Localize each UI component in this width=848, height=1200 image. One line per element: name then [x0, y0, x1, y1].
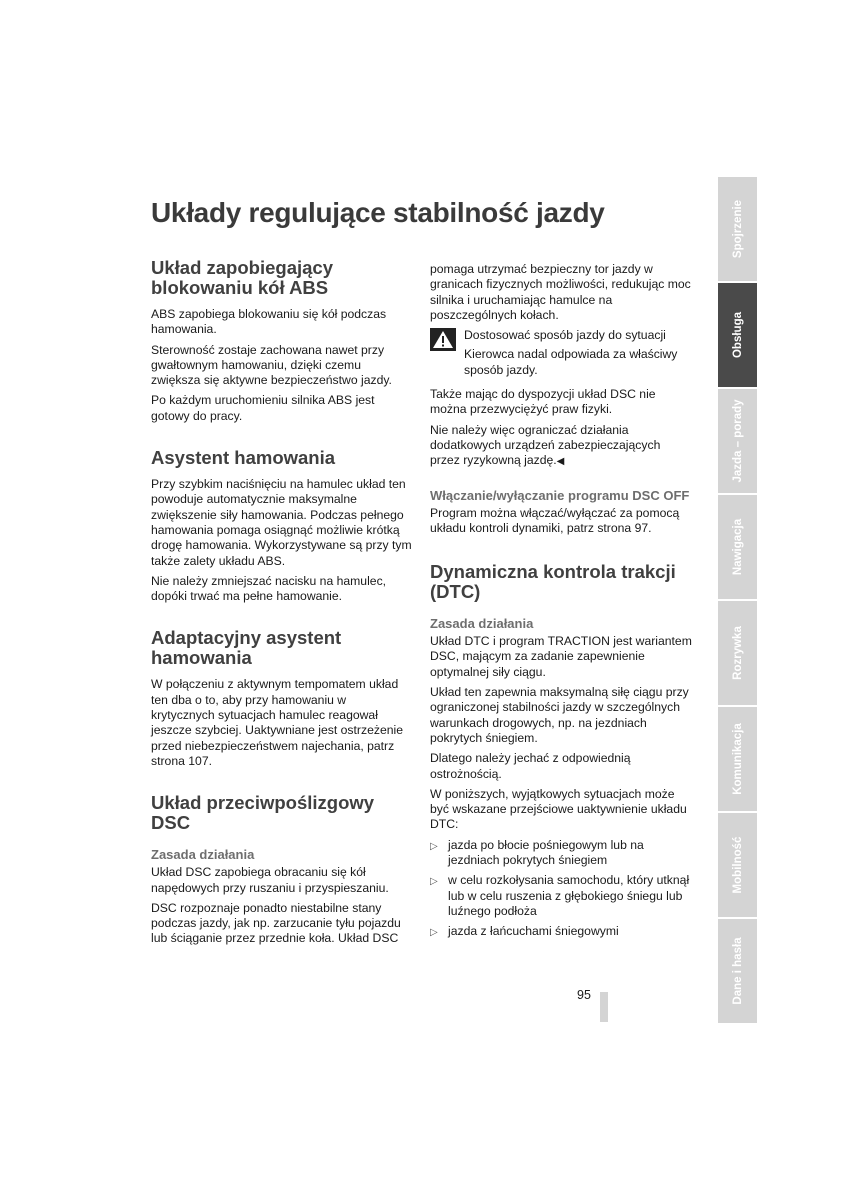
section-heading: Asystent hamowania: [151, 447, 336, 469]
page-title: Układy regulujące stabilność jazdy: [151, 197, 605, 228]
tab-komunikacja[interactable]: [718, 707, 757, 811]
tab-nawigacja[interactable]: [718, 495, 757, 599]
list-item-text: jazda po błocie pośniegowym lub na jezdniach pokrytych śniegiem: [448, 837, 644, 868]
page-number: 95: [577, 988, 591, 1002]
section-heading: Układ przeciwpoślizgowy DSC: [151, 792, 375, 834]
paragraph: Dlatego należy jechać z odpowiednią ostrożnością.: [430, 751, 631, 781]
warning-text: [464, 328, 692, 382]
tab-label: Komunikacja: [731, 723, 744, 795]
tab-label: Spojrzenie: [731, 199, 744, 259]
paragraph: pomaga utrzymać bezpieczny tor jazdy w granicach fizycznych możliwości, redukując moc silnika i uruchamiając hamulce na poszczególnych kołach.: [430, 262, 691, 322]
tab-spojrzenie[interactable]: [718, 177, 757, 281]
warning-line: Kierowca nadal odpowiada za właściwy sposób jazdy.: [464, 347, 678, 377]
section-heading: Dynamiczna kontrola trakcji (DTC): [430, 561, 676, 603]
bullet-triangle-icon: ▷: [430, 927, 438, 939]
left-column: [151, 258, 413, 952]
section-adaptive-brake-assist: [151, 628, 413, 769]
subsection-heading: Włączanie/wyłączanie programu DSC OFF: [430, 487, 690, 503]
bullet-triangle-icon: ▷: [430, 840, 438, 852]
paragraph: Układ ten zapewnia maksymalną siłę ciągu przy ograniczonej stabilności jazdy w szczególnych warunkach drogowych, np. na jezdniach pokrytych śniegiem.: [430, 685, 689, 745]
paragraph: DSC rozpoznaje ponadto niestabilne stany podczas jazdy, jak np. zarzucanie tyłu pojazdu lub ściąganie przez przednie koła. Układ DSC: [151, 900, 401, 946]
paragraph: Program można włączać/wyłączać za pomocą układu kontroli dynamiki, patrz strona 97.: [430, 505, 680, 535]
list-item: [430, 873, 692, 919]
bullet-triangle-icon: ▷: [430, 876, 438, 888]
tab-label: Rozrywka: [731, 626, 744, 680]
tab-label: Obsługa: [731, 311, 744, 359]
paragraph: W połączeniu z aktywnym tempomatem układ ten dba o to, aby przy hamowaniu w krytycznych sytuacjach hamulec reagował jeszcze szybciej. Uaktywniane jest ostrzeżenie przed niebezpieczeństwem najechania, patrz strona 107.: [151, 677, 403, 768]
paragraph-text: Nie należy więc ograniczać działania dodatkowych urządzeń zabezpieczających przez ryzykowną jazdę.: [430, 422, 661, 468]
section-heading: Układ zapobiegający blokowaniu kół ABS: [151, 257, 333, 298]
paragraph: Nie należy zmniejszać nacisku na hamulec, dopóki trwać ma pełne hamowanie.: [151, 573, 387, 604]
tab-label: Mobilność: [731, 836, 744, 894]
page-number-bar: [600, 992, 608, 1022]
tab-dane-i-hasla[interactable]: [718, 919, 757, 1023]
list-item: [430, 838, 692, 869]
section-dtc: [430, 562, 692, 940]
section-dsc-off: [430, 488, 692, 537]
tab-obsluga[interactable]: [718, 283, 757, 387]
paragraph: Układ DSC zapobiega obracaniu się kół napędowych przy ruszaniu i przyspieszaniu.: [151, 865, 389, 895]
tab-label: Dane i hasła: [731, 937, 744, 1005]
section-heading: Adaptacyjny asystent hamowania: [151, 627, 342, 669]
chapter-tabs: [718, 177, 757, 1025]
end-mark-icon: ◀: [556, 456, 565, 468]
warning-title: Dostosować sposób jazdy do sytuacji: [464, 328, 666, 343]
paragraph: Po każdym uruchomieniu silnika ABS jest gotowy do pracy.: [151, 393, 375, 423]
tab-mobilnosc[interactable]: [718, 813, 757, 917]
paragraph: ABS zapobiega blokowaniu się kół podczas hamowania.: [151, 307, 387, 337]
subsection-heading: Zasada działania: [151, 847, 255, 863]
tab-label: Nawigacja: [731, 518, 744, 576]
tab-rozrywka[interactable]: [718, 601, 757, 705]
paragraph: Układ DTC i program TRACTION jest wariantem DSC, mającym za zadanie zapewnienie optymalnej siły ciągu.: [430, 634, 692, 679]
paragraph: Także mając do dyspozycji układ DSC nie można przezwyciężyć praw fizyki.: [430, 387, 656, 417]
list-item-text: w celu rozkołysania samochodu, który utknął lub w celu ruszenia z głębokiego śniegu lub luźnego podłoża: [448, 873, 690, 918]
section-dsc: [151, 793, 413, 946]
paragraph: W poniższych, wyjątkowych sytuacjach może być wskazane przejściowe uaktywnienie układu DTC:: [430, 786, 687, 832]
right-column: [430, 262, 692, 946]
paragraph: Sterowność zostaje zachowana nawet przy gwałtownym hamowaniu, dzięki czemu zwiększa się aktywne bezpieczeństwo jazdy.: [151, 342, 392, 388]
subsection-heading: Zasada działania: [430, 616, 534, 632]
paragraph: Przy szybkim naciśnięciu na hamulec układ ten powoduje automatycznie maksymalne zwiększenie siły hamowania. Podczas pełnego hamowania pomaga osiągnąć możliwie krótką drogę hamowania. Wykorzystywane są przy tym także zalety układu ABS.: [151, 477, 412, 568]
section-abs: [151, 258, 413, 424]
bullet-list: [430, 838, 692, 941]
tab-jazda-porady[interactable]: [718, 389, 757, 493]
section-brake-assist: [151, 448, 413, 604]
list-item: [430, 924, 692, 940]
warning-note: [430, 328, 692, 382]
list-item-text: jazda z łańcuchami śniegowymi: [448, 924, 619, 939]
paragraph: [430, 423, 692, 470]
warning-triangle-icon: [430, 328, 456, 351]
tab-label: Jazda – porady: [731, 399, 744, 483]
